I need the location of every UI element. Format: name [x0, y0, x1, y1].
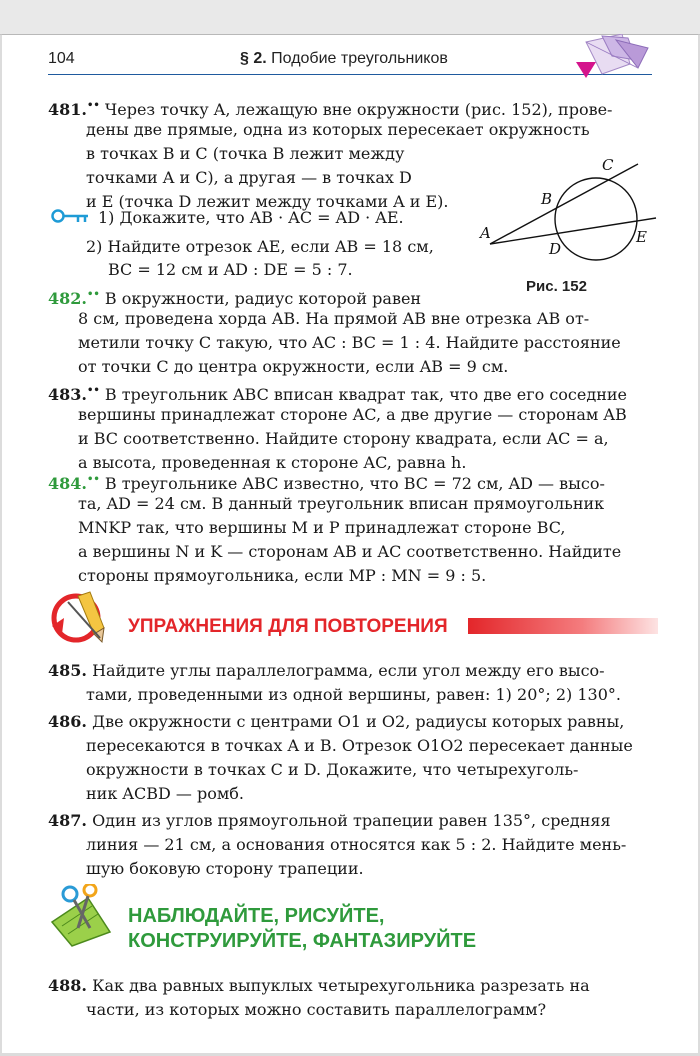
section-exercises-repetition-title: УПРАЖНЕНИЯ ДЛЯ ПОВТОРЕНИЯ [128, 616, 448, 637]
section-heading [240, 50, 448, 68]
problem-481-line-7: 2) Найдите отрезок AE, если AB = 18 см, [86, 237, 434, 256]
scissors-ruler-icon [48, 884, 118, 950]
problem-481-line-6: 1) Докажите, что AB · AC = AD · AE. [98, 208, 404, 227]
difficulty-star: •• [86, 100, 100, 111]
problem-487-line-2: линия — 21 см, а основания относятся как 5 : 2. Найдите мень- [86, 835, 627, 854]
key-icon [50, 208, 94, 224]
problem-485-line-1 [48, 660, 605, 682]
problem-481-text: Через точку A, лежащую вне окружности (рис. 152), прове- [104, 100, 613, 119]
problem-484-line-4: а вершины N и K — сторонам AB и AC соответственно. Найдите [78, 542, 622, 561]
difficulty-star: •• [86, 474, 100, 485]
problem-481-line-5: и E (точка D лежит между точками A и E). [86, 192, 449, 211]
problem-484-line-2: та, AD = 24 см. В данный треугольник вписан прямоугольник [78, 494, 605, 513]
problem-483-line-3: и BC соответственно. Найдите сторону квадрата, если AC = a, [78, 429, 609, 448]
section-observe-title-line-1: НАБЛЮДАЙТЕ, РИСУЙТЕ, [128, 905, 385, 927]
problem-482-text: В окружности, радиус которой равен [104, 289, 422, 308]
problem-485-text: Найдите углы параллелограмма, если угол между его высо- [92, 661, 605, 680]
problem-482-line-2: 8 см, проведена хорда AB. На прямой AB вне отрезка AB от- [78, 309, 590, 328]
section-title: Подобие треугольников [271, 50, 448, 67]
problem-488-number: 488. [48, 976, 87, 995]
problem-486-line-3: окружности в точках C и D. Докажите, что четырехуголь- [86, 760, 579, 779]
problem-481-line-4: точками A и C), а другая — в точках D [86, 168, 412, 187]
problem-488-line-1 [48, 975, 590, 997]
problem-486-number: 486. [48, 712, 87, 731]
problem-483-line-1 [48, 380, 627, 406]
page-header [48, 50, 652, 75]
problem-482-number: 482. [48, 289, 87, 308]
problem-487-line-3: шую боковую сторону трапеции. [86, 859, 364, 878]
problem-487-number: 487. [48, 811, 87, 830]
section-number: § 2. [240, 50, 267, 67]
difficulty-star: •• [86, 289, 100, 300]
section-red-bar [468, 618, 658, 634]
problem-484-line-3: MNKP так, что вершины M и P принадлежат стороне BC, [78, 518, 566, 537]
problem-486-line-2: пересекаются в точках A и B. Отрезок O1O2 пересекает данные [86, 736, 633, 755]
figure-label-c: C [602, 156, 614, 174]
problem-481-line-8: BC = 12 см и AD : DE = 5 : 7. [108, 260, 353, 279]
problem-486-line-1 [48, 711, 624, 733]
problem-483-line-2: вершины принадлежат стороне AC, а две другие — сторонам AB [78, 405, 627, 424]
figure-label-d: D [549, 240, 562, 258]
page-number: 104 [48, 50, 75, 67]
problem-481-line-3: в точках B и C (точка B лежит между [86, 144, 405, 163]
section-observe-title-line-2: КОНСТРУИРУЙТЕ, ФАНТАЗИРУЙТЕ [128, 930, 477, 952]
problem-481-line-2: дены две прямые, одна из которых пересекает окружность [86, 120, 590, 139]
problem-487-line-1 [48, 810, 611, 832]
problem-481-number: 481. [48, 100, 87, 119]
problem-484-line-1 [48, 469, 605, 495]
crystal-decoration-icon [572, 34, 662, 90]
figure-caption: Рис. 152 [526, 278, 587, 295]
problem-484-number: 484. [48, 474, 87, 493]
problem-483-line-4: а высота, проведенная к стороне AC, равна h. [78, 453, 467, 472]
problem-484-text: В треугольнике ABC известно, что BC = 72 см, AD — высо- [104, 474, 605, 493]
figure-152-circle-secants [478, 152, 658, 264]
problem-485-line-2: тами, проведенными из одной вершины, равен: 1) 20°; 2) 130°. [86, 685, 621, 704]
problem-482-line-3: метили точку C такую, что AC : BC = 1 : 4. Найдите расстояние [78, 333, 621, 352]
problem-481-line-1 [48, 95, 612, 121]
problem-488-line-2: части, из которых можно составить параллелограмм? [86, 1000, 547, 1019]
problem-484-line-5: стороны прямоугольника, если MP : MN = 9 : 5. [78, 566, 487, 585]
problem-487-text: Один из углов прямоугольной трапеции равен 135°, средняя [92, 811, 611, 830]
problem-486-text: Две окружности с центрами O1 и O2, радиусы которых равны, [92, 712, 625, 731]
problem-482-line-1 [48, 284, 421, 310]
problem-486-line-4: ник ACBD — ромб. [86, 784, 245, 803]
viewer-top-bar [0, 0, 700, 35]
problem-485-number: 485. [48, 661, 87, 680]
difficulty-star: •• [86, 385, 100, 396]
problem-488-text: Как два равных выпуклых четырехугольника разрезать на [92, 976, 590, 995]
problem-482-line-4: от точки C до центра окружности, если AB = 9 см. [78, 357, 509, 376]
problem-483-number: 483. [48, 385, 87, 404]
pencil-compass-icon [48, 588, 114, 648]
problem-483-text: В треугольник ABC вписан квадрат так, что две его соседние [104, 385, 627, 404]
figure-label-b: B [541, 190, 553, 208]
figure-label-e: E [636, 228, 647, 246]
figure-label-a: A [480, 224, 491, 242]
